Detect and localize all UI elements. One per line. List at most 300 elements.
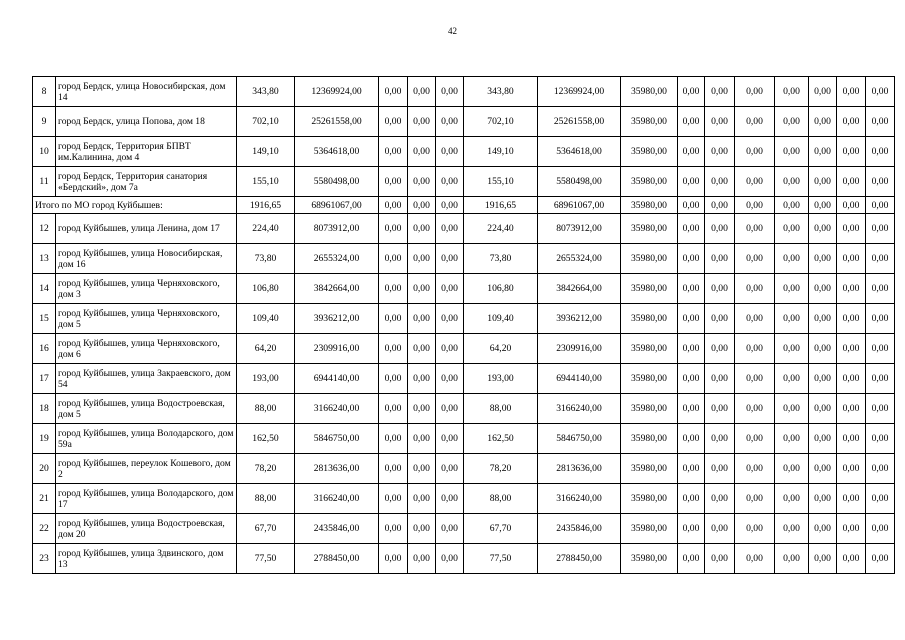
table-row [33, 304, 895, 334]
row-number-cell: 19 [33, 424, 56, 454]
row-number-cell: 12 [33, 214, 56, 244]
value-cell-c2: 2788450,00 [295, 544, 379, 574]
value-cell-c8: 35980,00 [621, 214, 678, 244]
value-cell-c12: 0,00 [775, 167, 809, 197]
value-cell-c14: 0,00 [837, 424, 866, 454]
value-cell-c14: 0,00 [837, 274, 866, 304]
address-cell: город Куйбышев, улица Володарского, дом 59а [56, 424, 237, 454]
value-cell-c15: 0,00 [866, 77, 895, 107]
value-cell-c5: 0,00 [436, 424, 464, 454]
value-cell-c12: 0,00 [775, 107, 809, 137]
table-row [33, 544, 895, 574]
value-cell-c7: 5846750,00 [538, 424, 621, 454]
value-cell-c13: 0,00 [809, 107, 837, 137]
value-cell-c13: 0,00 [809, 167, 837, 197]
value-cell-c10: 0,00 [705, 304, 735, 334]
value-cell-c3: 0,00 [379, 514, 408, 544]
value-cell-c3: 0,00 [379, 394, 408, 424]
value-cell-c1: 64,20 [237, 334, 295, 364]
value-cell-c1: 106,80 [237, 274, 295, 304]
value-cell-c11: 0,00 [735, 484, 775, 514]
value-cell-c1: 224,40 [237, 214, 295, 244]
value-cell-c8: 35980,00 [621, 514, 678, 544]
table-row [33, 364, 895, 394]
value-cell-c13: 0,00 [809, 77, 837, 107]
value-cell-c2: 5364618,00 [295, 137, 379, 167]
value-cell-c8: 35980,00 [621, 364, 678, 394]
value-cell-c6: 88,00 [464, 394, 538, 424]
value-cell-c8: 35980,00 [621, 244, 678, 274]
value-cell-c15: 0,00 [866, 454, 895, 484]
value-cell-c3: 0,00 [379, 77, 408, 107]
value-cell-c5: 0,00 [436, 484, 464, 514]
value-cell-c9: 0,00 [678, 514, 705, 544]
value-cell-c4: 0,00 [408, 197, 436, 214]
value-cell-c11: 0,00 [735, 544, 775, 574]
value-cell-c13: 0,00 [809, 514, 837, 544]
value-cell-c7: 68961067,00 [538, 197, 621, 214]
value-cell-c5: 0,00 [436, 454, 464, 484]
value-cell-c15: 0,00 [866, 484, 895, 514]
value-cell-c14: 0,00 [837, 214, 866, 244]
page-number: 42 [448, 26, 457, 36]
value-cell-c10: 0,00 [705, 514, 735, 544]
value-cell-c2: 3166240,00 [295, 394, 379, 424]
value-cell-c5: 0,00 [436, 137, 464, 167]
value-cell-c7: 5580498,00 [538, 167, 621, 197]
value-cell-c6: 109,40 [464, 304, 538, 334]
value-cell-c9: 0,00 [678, 167, 705, 197]
value-cell-c3: 0,00 [379, 244, 408, 274]
value-cell-c14: 0,00 [837, 394, 866, 424]
value-cell-c13: 0,00 [809, 304, 837, 334]
address-cell: город Куйбышев, улица Ленина, дом 17 [56, 214, 237, 244]
value-cell-c9: 0,00 [678, 394, 705, 424]
table-row [33, 274, 895, 304]
row-number-cell: 14 [33, 274, 56, 304]
table-row [33, 394, 895, 424]
value-cell-c10: 0,00 [705, 214, 735, 244]
address-cell: город Бердск, Территория санатория «Бердский», дом 7а [56, 167, 237, 197]
value-cell-c4: 0,00 [408, 77, 436, 107]
value-cell-c10: 0,00 [705, 424, 735, 454]
value-cell-c15: 0,00 [866, 137, 895, 167]
value-cell-c10: 0,00 [705, 454, 735, 484]
value-cell-c14: 0,00 [837, 197, 866, 214]
row-number-cell: 8 [33, 77, 56, 107]
value-cell-c3: 0,00 [379, 544, 408, 574]
value-cell-c15: 0,00 [866, 274, 895, 304]
row-number-cell: 15 [33, 304, 56, 334]
value-cell-c12: 0,00 [775, 77, 809, 107]
value-cell-c2: 5580498,00 [295, 167, 379, 197]
value-cell-c6: 343,80 [464, 77, 538, 107]
value-cell-c10: 0,00 [705, 244, 735, 274]
value-cell-c2: 3166240,00 [295, 484, 379, 514]
row-number-cell: 13 [33, 244, 56, 274]
value-cell-c3: 0,00 [379, 304, 408, 334]
value-cell-c13: 0,00 [809, 454, 837, 484]
value-cell-c3: 0,00 [379, 197, 408, 214]
value-cell-c3: 0,00 [379, 167, 408, 197]
value-cell-c8: 35980,00 [621, 137, 678, 167]
value-cell-c13: 0,00 [809, 137, 837, 167]
value-cell-c8: 35980,00 [621, 167, 678, 197]
address-cell: город Куйбышев, переулок Кошевого, дом 2 [56, 454, 237, 484]
value-cell-c14: 0,00 [837, 137, 866, 167]
value-cell-c11: 0,00 [735, 197, 775, 214]
table-row [33, 484, 895, 514]
value-cell-c3: 0,00 [379, 454, 408, 484]
value-cell-c2: 2813636,00 [295, 454, 379, 484]
value-cell-c5: 0,00 [436, 107, 464, 137]
value-cell-c1: 343,80 [237, 77, 295, 107]
address-cell: город Куйбышев, улица Закраевского, дом 54 [56, 364, 237, 394]
value-cell-c5: 0,00 [436, 334, 464, 364]
total-label-cell: Итого по МО город Куйбышев: [33, 197, 237, 214]
row-number-cell: 20 [33, 454, 56, 484]
value-cell-c7: 3166240,00 [538, 394, 621, 424]
table-row [33, 107, 895, 137]
value-cell-c13: 0,00 [809, 244, 837, 274]
value-cell-c11: 0,00 [735, 244, 775, 274]
value-cell-c14: 0,00 [837, 364, 866, 394]
value-cell-c11: 0,00 [735, 107, 775, 137]
value-cell-c8: 35980,00 [621, 454, 678, 484]
row-number-cell: 23 [33, 544, 56, 574]
value-cell-c1: 78,20 [237, 454, 295, 484]
value-cell-c6: 702,10 [464, 107, 538, 137]
value-cell-c3: 0,00 [379, 214, 408, 244]
value-cell-c2: 3842664,00 [295, 274, 379, 304]
table-row [33, 77, 895, 107]
value-cell-c11: 0,00 [735, 514, 775, 544]
value-cell-c8: 35980,00 [621, 107, 678, 137]
total-row [33, 197, 895, 214]
value-cell-c14: 0,00 [837, 244, 866, 274]
value-cell-c12: 0,00 [775, 394, 809, 424]
value-cell-c11: 0,00 [735, 424, 775, 454]
value-cell-c7: 2813636,00 [538, 454, 621, 484]
value-cell-c15: 0,00 [866, 214, 895, 244]
value-cell-c13: 0,00 [809, 394, 837, 424]
value-cell-c14: 0,00 [837, 77, 866, 107]
value-cell-c11: 0,00 [735, 137, 775, 167]
table-row [33, 244, 895, 274]
value-cell-c9: 0,00 [678, 214, 705, 244]
value-cell-c3: 0,00 [379, 274, 408, 304]
value-cell-c15: 0,00 [866, 424, 895, 454]
row-number-cell: 18 [33, 394, 56, 424]
value-cell-c5: 0,00 [436, 394, 464, 424]
value-cell-c6: 155,10 [464, 167, 538, 197]
value-cell-c15: 0,00 [866, 304, 895, 334]
value-cell-c6: 1916,65 [464, 197, 538, 214]
value-cell-c15: 0,00 [866, 107, 895, 137]
value-cell-c3: 0,00 [379, 107, 408, 137]
value-cell-c5: 0,00 [436, 214, 464, 244]
value-cell-c2: 25261558,00 [295, 107, 379, 137]
value-cell-c15: 0,00 [866, 334, 895, 364]
value-cell-c15: 0,00 [866, 244, 895, 274]
value-cell-c7: 3166240,00 [538, 484, 621, 514]
value-cell-c4: 0,00 [408, 544, 436, 574]
value-cell-c4: 0,00 [408, 334, 436, 364]
value-cell-c14: 0,00 [837, 334, 866, 364]
value-cell-c14: 0,00 [837, 514, 866, 544]
value-cell-c5: 0,00 [436, 514, 464, 544]
value-cell-c9: 0,00 [678, 197, 705, 214]
value-cell-c3: 0,00 [379, 137, 408, 167]
value-cell-c10: 0,00 [705, 167, 735, 197]
value-cell-c1: 109,40 [237, 304, 295, 334]
value-cell-c12: 0,00 [775, 364, 809, 394]
value-cell-c11: 0,00 [735, 454, 775, 484]
value-cell-c9: 0,00 [678, 274, 705, 304]
address-cell: город Куйбышев, улица Черняховского, дом 6 [56, 334, 237, 364]
value-cell-c13: 0,00 [809, 334, 837, 364]
value-cell-c12: 0,00 [775, 484, 809, 514]
value-cell-c7: 2788450,00 [538, 544, 621, 574]
value-cell-c8: 35980,00 [621, 424, 678, 454]
value-cell-c2: 6944140,00 [295, 364, 379, 394]
value-cell-c10: 0,00 [705, 544, 735, 574]
value-cell-c7: 5364618,00 [538, 137, 621, 167]
value-cell-c15: 0,00 [866, 544, 895, 574]
value-cell-c1: 149,10 [237, 137, 295, 167]
value-cell-c5: 0,00 [436, 167, 464, 197]
table-row [33, 454, 895, 484]
row-number-cell: 10 [33, 137, 56, 167]
value-cell-c11: 0,00 [735, 167, 775, 197]
value-cell-c4: 0,00 [408, 107, 436, 137]
value-cell-c1: 88,00 [237, 484, 295, 514]
value-cell-c2: 68961067,00 [295, 197, 379, 214]
value-cell-c7: 3842664,00 [538, 274, 621, 304]
value-cell-c15: 0,00 [866, 514, 895, 544]
value-cell-c12: 0,00 [775, 334, 809, 364]
address-cell: город Бердск, улица Новосибирская, дом 14 [56, 77, 237, 107]
value-cell-c14: 0,00 [837, 544, 866, 574]
value-cell-c7: 25261558,00 [538, 107, 621, 137]
value-cell-c6: 78,20 [464, 454, 538, 484]
value-cell-c4: 0,00 [408, 424, 436, 454]
address-cell: город Бердск, Территория БПВТ им.Калинина, дом 4 [56, 137, 237, 167]
value-cell-c1: 88,00 [237, 394, 295, 424]
value-cell-c10: 0,00 [705, 334, 735, 364]
address-cell: город Куйбышев, улица Володарского, дом 17 [56, 484, 237, 514]
value-cell-c10: 0,00 [705, 197, 735, 214]
value-cell-c5: 0,00 [436, 544, 464, 574]
value-cell-c8: 35980,00 [621, 394, 678, 424]
value-cell-c9: 0,00 [678, 364, 705, 394]
value-cell-c5: 0,00 [436, 304, 464, 334]
value-cell-c4: 0,00 [408, 244, 436, 274]
value-cell-c12: 0,00 [775, 304, 809, 334]
value-cell-c10: 0,00 [705, 77, 735, 107]
value-cell-c1: 155,10 [237, 167, 295, 197]
value-cell-c13: 0,00 [809, 274, 837, 304]
value-cell-c6: 88,00 [464, 484, 538, 514]
value-cell-c13: 0,00 [809, 484, 837, 514]
value-cell-c4: 0,00 [408, 454, 436, 484]
address-cell: город Куйбышев, улица Здвинского, дом 13 [56, 544, 237, 574]
value-cell-c12: 0,00 [775, 454, 809, 484]
value-cell-c3: 0,00 [379, 334, 408, 364]
value-cell-c6: 67,70 [464, 514, 538, 544]
row-number-cell: 17 [33, 364, 56, 394]
value-cell-c6: 149,10 [464, 137, 538, 167]
table-row [33, 167, 895, 197]
value-cell-c15: 0,00 [866, 197, 895, 214]
address-cell: город Куйбышев, улица Черняховского, дом 5 [56, 304, 237, 334]
value-cell-c12: 0,00 [775, 137, 809, 167]
value-cell-c5: 0,00 [436, 274, 464, 304]
value-cell-c12: 0,00 [775, 197, 809, 214]
value-cell-c12: 0,00 [775, 544, 809, 574]
address-cell: город Куйбышев, улица Черняховского, дом 3 [56, 274, 237, 304]
value-cell-c15: 0,00 [866, 167, 895, 197]
value-cell-c10: 0,00 [705, 107, 735, 137]
value-cell-c14: 0,00 [837, 484, 866, 514]
value-cell-c9: 0,00 [678, 77, 705, 107]
value-cell-c8: 35980,00 [621, 484, 678, 514]
value-cell-c5: 0,00 [436, 244, 464, 274]
value-cell-c10: 0,00 [705, 394, 735, 424]
value-cell-c12: 0,00 [775, 514, 809, 544]
value-cell-c13: 0,00 [809, 364, 837, 394]
value-cell-c8: 35980,00 [621, 197, 678, 214]
value-cell-c11: 0,00 [735, 304, 775, 334]
value-cell-c7: 2309916,00 [538, 334, 621, 364]
value-cell-c10: 0,00 [705, 484, 735, 514]
value-cell-c14: 0,00 [837, 304, 866, 334]
value-cell-c6: 162,50 [464, 424, 538, 454]
value-cell-c4: 0,00 [408, 484, 436, 514]
value-cell-c4: 0,00 [408, 274, 436, 304]
value-cell-c12: 0,00 [775, 214, 809, 244]
value-cell-c9: 0,00 [678, 137, 705, 167]
address-cell: город Куйбышев, улица Новосибирская, дом 16 [56, 244, 237, 274]
value-cell-c12: 0,00 [775, 424, 809, 454]
value-cell-c9: 0,00 [678, 304, 705, 334]
value-cell-c8: 35980,00 [621, 544, 678, 574]
value-cell-c12: 0,00 [775, 244, 809, 274]
value-cell-c4: 0,00 [408, 137, 436, 167]
value-cell-c2: 3936212,00 [295, 304, 379, 334]
value-cell-c13: 0,00 [809, 424, 837, 454]
row-number-cell: 22 [33, 514, 56, 544]
row-number-cell: 11 [33, 167, 56, 197]
value-cell-c3: 0,00 [379, 484, 408, 514]
value-cell-c10: 0,00 [705, 137, 735, 167]
value-cell-c9: 0,00 [678, 484, 705, 514]
value-cell-c2: 8073912,00 [295, 214, 379, 244]
value-cell-c6: 77,50 [464, 544, 538, 574]
value-cell-c1: 193,00 [237, 364, 295, 394]
value-cell-c5: 0,00 [436, 77, 464, 107]
value-cell-c15: 0,00 [866, 394, 895, 424]
value-cell-c4: 0,00 [408, 304, 436, 334]
value-cell-c2: 5846750,00 [295, 424, 379, 454]
value-cell-c1: 73,80 [237, 244, 295, 274]
value-cell-c9: 0,00 [678, 454, 705, 484]
value-cell-c2: 12369924,00 [295, 77, 379, 107]
row-number-cell: 16 [33, 334, 56, 364]
value-cell-c1: 77,50 [237, 544, 295, 574]
value-cell-c1: 67,70 [237, 514, 295, 544]
value-cell-c2: 2435846,00 [295, 514, 379, 544]
address-cell: город Бердск, улица Попова, дом 18 [56, 107, 237, 137]
value-cell-c13: 0,00 [809, 214, 837, 244]
value-cell-c11: 0,00 [735, 77, 775, 107]
value-cell-c13: 0,00 [809, 197, 837, 214]
value-cell-c1: 702,10 [237, 107, 295, 137]
value-cell-c14: 0,00 [837, 107, 866, 137]
value-cell-c2: 2655324,00 [295, 244, 379, 274]
value-cell-c5: 0,00 [436, 364, 464, 394]
value-cell-c6: 106,80 [464, 274, 538, 304]
value-cell-c1: 162,50 [237, 424, 295, 454]
value-cell-c10: 0,00 [705, 364, 735, 394]
value-cell-c9: 0,00 [678, 424, 705, 454]
value-cell-c3: 0,00 [379, 424, 408, 454]
table-body [33, 77, 895, 574]
housing-registry-table [32, 76, 895, 574]
table-row [33, 514, 895, 544]
value-cell-c8: 35980,00 [621, 77, 678, 107]
value-cell-c4: 0,00 [408, 214, 436, 244]
value-cell-c11: 0,00 [735, 394, 775, 424]
value-cell-c13: 0,00 [809, 544, 837, 574]
address-cell: город Куйбышев, улица Водостроевская, дом 5 [56, 394, 237, 424]
row-number-cell: 21 [33, 484, 56, 514]
value-cell-c6: 64,20 [464, 334, 538, 364]
value-cell-c14: 0,00 [837, 167, 866, 197]
value-cell-c5: 0,00 [436, 197, 464, 214]
value-cell-c7: 12369924,00 [538, 77, 621, 107]
value-cell-c6: 73,80 [464, 244, 538, 274]
value-cell-c4: 0,00 [408, 394, 436, 424]
value-cell-c4: 0,00 [408, 364, 436, 394]
value-cell-c6: 224,40 [464, 214, 538, 244]
value-cell-c7: 6944140,00 [538, 364, 621, 394]
value-cell-c12: 0,00 [775, 274, 809, 304]
row-number-cell: 9 [33, 107, 56, 137]
value-cell-c9: 0,00 [678, 244, 705, 274]
address-cell: город Куйбышев, улица Водостроевская, дом 20 [56, 514, 237, 544]
value-cell-c10: 0,00 [705, 274, 735, 304]
value-cell-c11: 0,00 [735, 364, 775, 394]
value-cell-c4: 0,00 [408, 167, 436, 197]
value-cell-c8: 35980,00 [621, 274, 678, 304]
value-cell-c9: 0,00 [678, 544, 705, 574]
value-cell-c7: 2655324,00 [538, 244, 621, 274]
table-row [33, 214, 895, 244]
value-cell-c11: 0,00 [735, 334, 775, 364]
table-row [33, 424, 895, 454]
table-row [33, 334, 895, 364]
value-cell-c8: 35980,00 [621, 304, 678, 334]
value-cell-c11: 0,00 [735, 274, 775, 304]
table-row [33, 137, 895, 167]
value-cell-c15: 0,00 [866, 364, 895, 394]
value-cell-c7: 2435846,00 [538, 514, 621, 544]
value-cell-c9: 0,00 [678, 107, 705, 137]
value-cell-c8: 35980,00 [621, 334, 678, 364]
value-cell-c1: 1916,65 [237, 197, 295, 214]
value-cell-c9: 0,00 [678, 334, 705, 364]
